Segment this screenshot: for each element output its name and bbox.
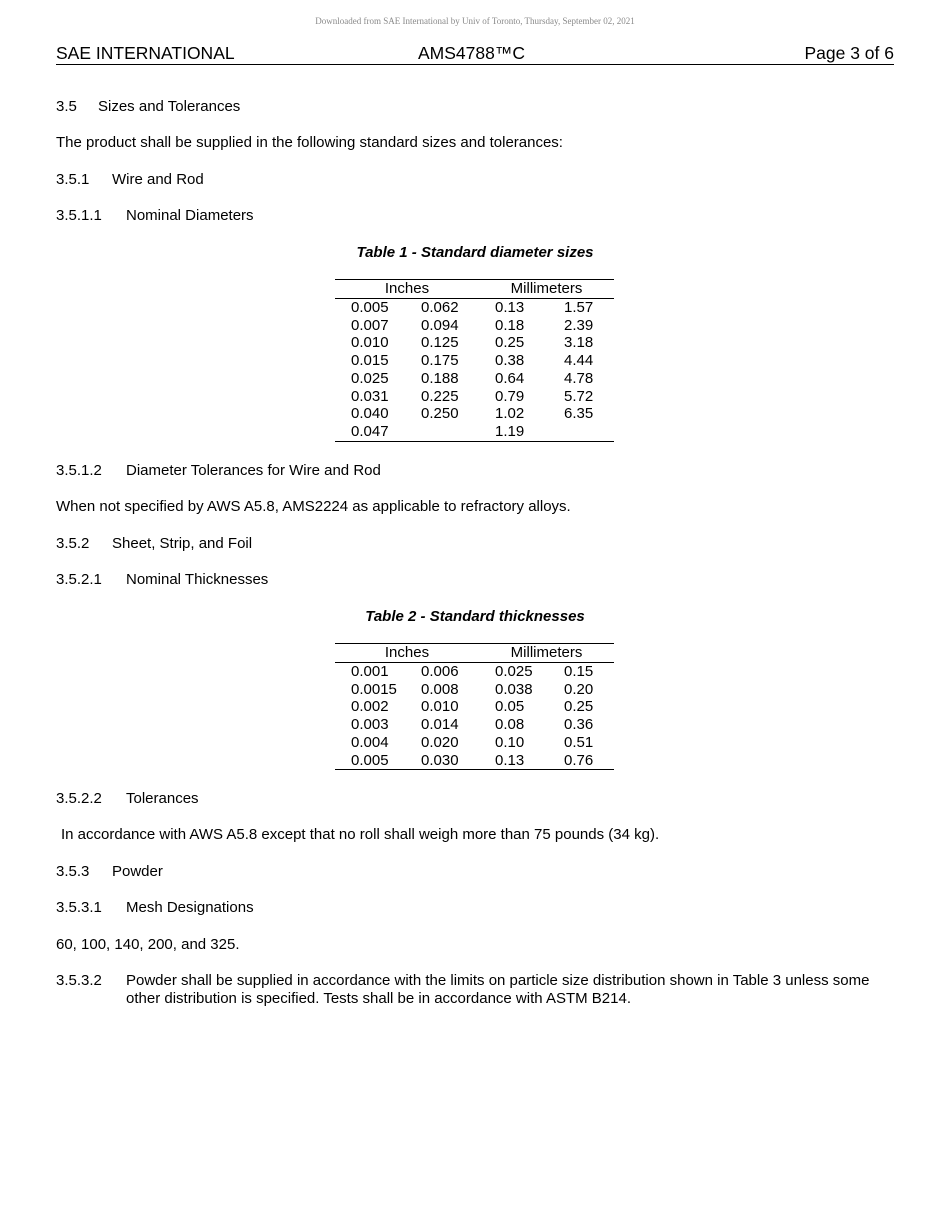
section-title: Diameter Tolerances for Wire and Rod <box>126 462 381 479</box>
table-cell: 0.08 <box>495 716 525 734</box>
section-3-5-1-2-text: When not specified by AWS A5.8, AMS2224 as applicable to refractory alloys. <box>56 498 571 515</box>
table-cell: 4.78 <box>564 369 594 387</box>
section-title: Nominal Thicknesses <box>126 571 269 588</box>
table-cell: 0.014 <box>421 716 459 734</box>
section-3-5-1-2-heading <box>56 462 381 480</box>
table-cell: 0.0015 <box>351 680 397 698</box>
table-cell: 0.030 <box>421 751 459 769</box>
section-3-5-1-1-heading <box>56 207 254 225</box>
section-number: 3.5.2.1 <box>56 571 102 588</box>
section-number: 3.5.3 <box>56 863 90 880</box>
section-number: 3.5.3.2 <box>56 972 102 989</box>
table-cell: 0.025 <box>351 369 389 387</box>
document-number: AMS4788™C <box>418 43 525 63</box>
table-cell: 0.020 <box>421 733 459 751</box>
section-3-5-3-2-paragraph <box>56 972 894 1008</box>
table-row <box>335 734 614 752</box>
section-title: Sizes and Tolerances <box>98 98 241 115</box>
table-cell: 0.20 <box>564 680 594 698</box>
table-row <box>335 388 614 406</box>
section-title: Mesh Designations <box>126 899 254 916</box>
table-cell: 0.225 <box>421 387 459 405</box>
table-cell: 0.005 <box>351 751 389 769</box>
table-cell: 0.15 <box>564 663 594 680</box>
table-cell: 0.010 <box>421 698 459 716</box>
table-cell: 0.125 <box>421 334 459 352</box>
section-number: 3.5.2 <box>56 535 90 552</box>
table-cell: 1.19 <box>495 422 525 440</box>
section-3-5-text: The product shall be supplied in the following standard sizes and tolerances: <box>56 134 563 151</box>
table-cell: 0.18 <box>495 316 525 334</box>
section-title: Powder <box>112 863 163 880</box>
table-cell: 0.094 <box>421 316 459 334</box>
table-cell: 0.25 <box>495 334 525 352</box>
table-cell: 0.25 <box>564 698 594 716</box>
section-text: Powder shall be supplied in accordance with the limits on particle size distribution shown in Table 3 unless some other distribution is specified. Tests shall be in accordance with ASTM B214. <box>126 972 870 1007</box>
table-row <box>335 299 614 317</box>
section-3-5-1-heading <box>56 171 204 189</box>
table-header-row <box>335 644 614 663</box>
table-cell: 2.39 <box>564 316 594 334</box>
table-1-diameter-sizes <box>335 279 614 442</box>
table-cell: 0.008 <box>421 680 459 698</box>
section-title: Nominal Diameters <box>126 207 254 224</box>
section-3-5-3-heading <box>56 863 163 881</box>
section-number: 3.5.1.2 <box>56 462 102 479</box>
section-3-5-2-heading <box>56 535 252 553</box>
table-cell: 0.76 <box>564 751 594 769</box>
table-cell: 0.36 <box>564 716 594 734</box>
table-cell: 0.047 <box>351 422 389 440</box>
table-cell: 0.51 <box>564 733 594 751</box>
table-row <box>335 698 614 716</box>
section-3-5-2-2-text: In accordance with AWS A5.8 except that no roll shall weigh more than 75 pounds (34 kg). <box>61 826 660 843</box>
section-number: 3.5 <box>56 98 77 115</box>
page-header <box>56 43 894 65</box>
section-number: 3.5.3.1 <box>56 899 102 916</box>
table-cell: 0.175 <box>421 352 459 370</box>
table-cell: 0.64 <box>495 369 525 387</box>
section-3-5-3-1-text: 60, 100, 140, 200, and 325. <box>56 936 240 953</box>
table-row <box>335 663 614 681</box>
section-number: 3.5.1.1 <box>56 207 102 224</box>
table-cell <box>405 423 479 441</box>
table-cell: 0.010 <box>351 334 389 352</box>
table-cell: 4.44 <box>564 352 594 370</box>
table-cell: 0.004 <box>351 733 389 751</box>
section-title: Sheet, Strip, and Foil <box>112 535 253 552</box>
table-cell: 0.250 <box>421 405 459 423</box>
table-cell: 0.062 <box>421 299 459 316</box>
section-number: 3.5.2.2 <box>56 790 102 807</box>
table-row <box>335 752 614 770</box>
table-cell: 3.18 <box>564 334 594 352</box>
table-cell: 0.13 <box>495 299 525 316</box>
download-watermark: Downloaded from SAE International by Univ of Toronto, Thursday, September 02, 2021 <box>315 16 635 26</box>
section-number: 3.5.1 <box>56 171 90 188</box>
column-header-millimeters: Millimeters <box>510 280 583 297</box>
table-cell: 0.031 <box>351 387 389 405</box>
publisher-name: SAE INTERNATIONAL <box>56 43 235 63</box>
table-cell: 0.13 <box>495 751 525 769</box>
section-3-5-heading <box>56 98 240 116</box>
table-cell: 0.38 <box>495 352 525 370</box>
table-cell: 0.05 <box>495 698 525 716</box>
table-cell: 1.57 <box>564 299 594 316</box>
table-cell: 0.038 <box>495 680 533 698</box>
table-row <box>335 405 614 423</box>
table-cell: 0.001 <box>351 663 389 680</box>
table-cell: 0.025 <box>495 663 533 680</box>
table-cell: 0.188 <box>421 369 459 387</box>
table-cell: 0.040 <box>351 405 389 423</box>
section-3-5-2-2-heading <box>56 790 199 808</box>
section-3-5-2-1-heading <box>56 571 268 589</box>
table-row <box>335 334 614 352</box>
column-header-millimeters: Millimeters <box>510 644 583 661</box>
table-cell: 0.006 <box>421 663 459 680</box>
table-cell: 0.005 <box>351 299 389 316</box>
table-row <box>335 716 614 734</box>
table-cell: 0.007 <box>351 316 389 334</box>
table-2-standard-thicknesses <box>335 643 614 770</box>
table-cell: 6.35 <box>564 405 594 423</box>
table-2-caption: Table 2 - Standard thicknesses <box>365 608 585 625</box>
section-3-5-3-1-heading <box>56 899 254 917</box>
table-cell: 0.003 <box>351 716 389 734</box>
table-1-caption: Table 1 - Standard diameter sizes <box>356 244 594 261</box>
table-cell: 0.015 <box>351 352 389 370</box>
column-header-inches: Inches <box>384 280 430 297</box>
table-cell: 5.72 <box>564 387 594 405</box>
table-cell <box>548 423 614 441</box>
table-cell: 1.02 <box>495 405 525 423</box>
table-header-row <box>335 280 614 299</box>
table-cell: 0.79 <box>495 387 525 405</box>
section-title: Tolerances <box>126 790 199 807</box>
section-title: Wire and Rod <box>112 171 204 188</box>
table-row <box>335 352 614 370</box>
table-cell: 0.10 <box>495 733 525 751</box>
page-number: Page 3 of 6 <box>804 43 894 63</box>
column-header-inches: Inches <box>384 644 430 661</box>
table-row <box>335 423 614 441</box>
table-row <box>335 370 614 388</box>
table-row <box>335 681 614 699</box>
table-row <box>335 317 614 335</box>
table-cell: 0.002 <box>351 698 389 716</box>
